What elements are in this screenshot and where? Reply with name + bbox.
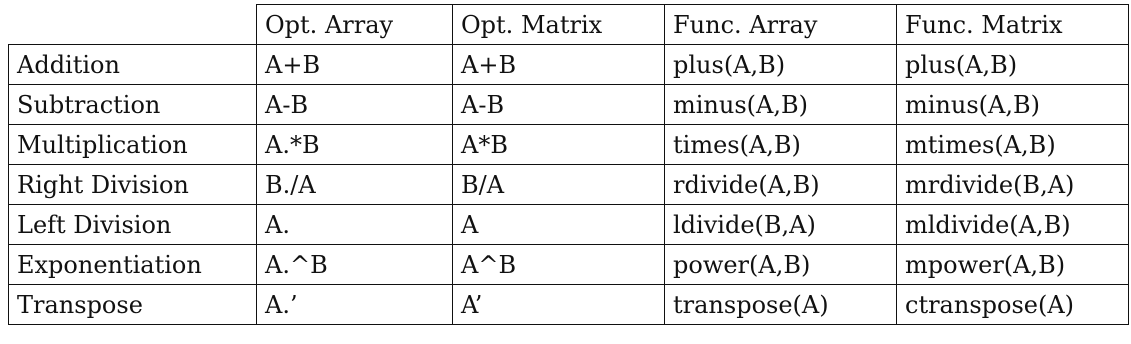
func-matrix-cell: ctranspose(A) bbox=[897, 285, 1129, 325]
func-matrix-cell: mpower(A,B) bbox=[897, 245, 1129, 285]
header-corner bbox=[9, 5, 257, 45]
opt-array-cell: A.^B bbox=[257, 245, 453, 285]
func-matrix-cell: mtimes(A,B) bbox=[897, 125, 1129, 165]
opt-array-cell: A.’ bbox=[257, 285, 453, 325]
header-func-matrix: Func. Matrix bbox=[897, 5, 1129, 45]
func-array-cell: rdivide(A,B) bbox=[665, 165, 897, 205]
row-label-cell: Right Division bbox=[9, 165, 257, 205]
func-array-cell: times(A,B) bbox=[665, 125, 897, 165]
header-row bbox=[9, 5, 1129, 45]
opt-matrix-cell: A’ bbox=[453, 285, 665, 325]
table-row bbox=[9, 85, 1129, 125]
table-row bbox=[9, 125, 1129, 165]
opt-array-cell: B./A bbox=[257, 165, 453, 205]
opt-array-cell: A.*B bbox=[257, 125, 453, 165]
table-row bbox=[9, 245, 1129, 285]
table-row bbox=[9, 205, 1129, 245]
func-array-cell: power(A,B) bbox=[665, 245, 897, 285]
row-label-cell: Subtraction bbox=[9, 85, 257, 125]
func-matrix-cell: mldivide(A,B) bbox=[897, 205, 1129, 245]
opt-matrix-cell: A bbox=[453, 205, 665, 245]
opt-matrix-cell: A*B bbox=[453, 125, 665, 165]
opt-matrix-cell: A+B bbox=[453, 45, 665, 85]
opt-array-cell: A. bbox=[257, 205, 453, 245]
opt-matrix-cell: B/A bbox=[453, 165, 665, 205]
opt-matrix-cell: A-B bbox=[453, 85, 665, 125]
row-label-cell: Exponentiation bbox=[9, 245, 257, 285]
func-array-cell: transpose(A) bbox=[665, 285, 897, 325]
func-matrix-cell: plus(A,B) bbox=[897, 45, 1129, 85]
func-array-cell: minus(A,B) bbox=[665, 85, 897, 125]
table-row bbox=[9, 165, 1129, 205]
opt-matrix-cell: A^B bbox=[453, 245, 665, 285]
header-func-array: Func. Array bbox=[665, 5, 897, 45]
header-opt-matrix: Opt. Matrix bbox=[453, 5, 665, 45]
func-array-cell: plus(A,B) bbox=[665, 45, 897, 85]
operator-function-table bbox=[8, 4, 1129, 325]
row-label-cell: Left Division bbox=[9, 205, 257, 245]
func-matrix-cell: mrdivide(B,A) bbox=[897, 165, 1129, 205]
row-label-cell: Multiplication bbox=[9, 125, 257, 165]
opt-array-cell: A-B bbox=[257, 85, 453, 125]
func-array-cell: ldivide(B,A) bbox=[665, 205, 897, 245]
header-opt-array: Opt. Array bbox=[257, 5, 453, 45]
table-row bbox=[9, 285, 1129, 325]
table-row bbox=[9, 45, 1129, 85]
row-label-cell: Addition bbox=[9, 45, 257, 85]
row-label-cell: Transpose bbox=[9, 285, 257, 325]
opt-array-cell: A+B bbox=[257, 45, 453, 85]
func-matrix-cell: minus(A,B) bbox=[897, 85, 1129, 125]
